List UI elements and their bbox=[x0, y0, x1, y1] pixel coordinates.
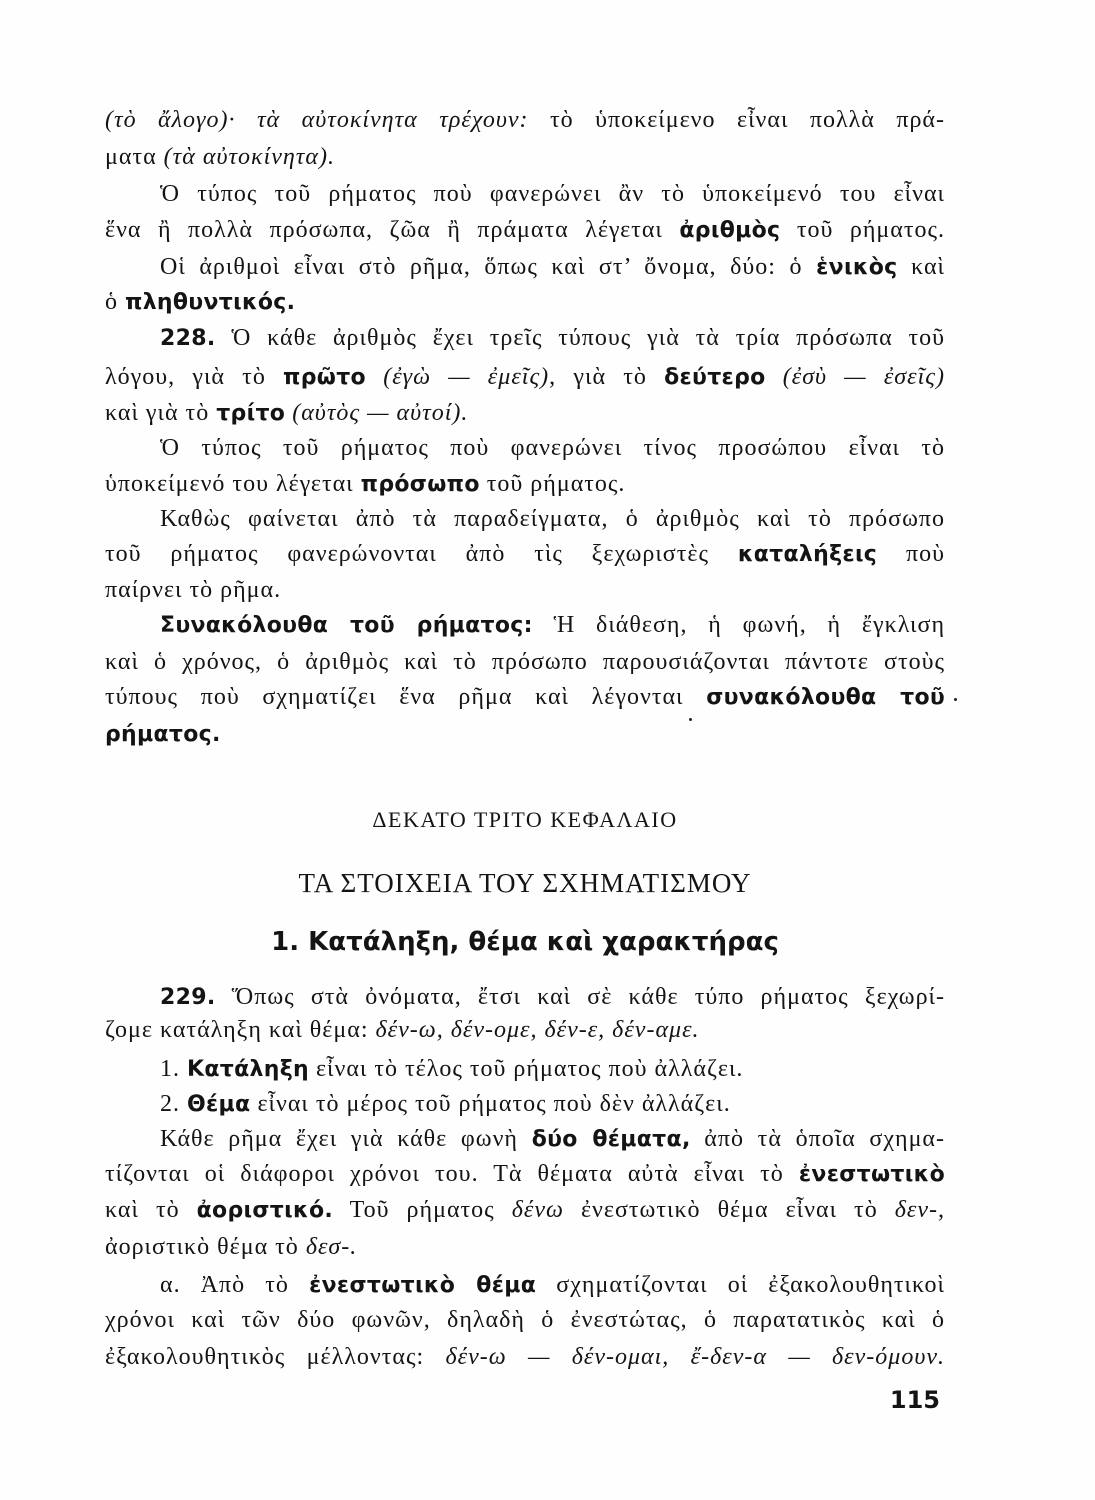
paragraph-number: 229. bbox=[160, 985, 216, 1010]
text-run: τοῦ ρήματος. bbox=[780, 217, 945, 243]
text-run: καὶ γιὰ τὸ bbox=[105, 400, 217, 426]
text-line bbox=[105, 979, 945, 1015]
text-line bbox=[105, 679, 945, 715]
text-run: εἶναι τὸ μέρος τοῦ ρήματος ποὺ δὲν ἀλλάζει. bbox=[250, 1091, 731, 1117]
text-run: Κάθε ρῆμα ἔχει γιὰ κάθε φωνὴ bbox=[160, 1126, 532, 1152]
text-run: ἀπὸ τὰ ὁποῖα σχημα- bbox=[690, 1126, 945, 1152]
text-run: σχηματίζονται οἱ ἐξακολουθητικοὶ bbox=[536, 1272, 946, 1298]
text-line bbox=[105, 320, 945, 356]
text-line bbox=[105, 212, 945, 248]
text-run: παίρνει τὸ ρῆμα. bbox=[105, 577, 282, 603]
bold-term: καταλήξεις bbox=[737, 542, 878, 567]
bold-term: ἐνεστωτικὸ bbox=[798, 1162, 945, 1187]
text-run: τοῦ ρήματος φανερώνονται ἀπὸ τὶς ξεχωριστὲς bbox=[105, 541, 738, 567]
text-line bbox=[105, 1192, 945, 1228]
italic-example: δεν-, bbox=[894, 1197, 945, 1223]
bold-term: Συνακόλουθα τοῦ ρήματος: bbox=[160, 613, 533, 638]
text-run: τύπους ποὺ σχηματίζει ἕνα ρῆμα καὶ λέγονται bbox=[105, 684, 707, 710]
text-run: ποὺ bbox=[877, 541, 945, 567]
bold-term: πρόσωπο bbox=[360, 472, 480, 497]
text-run: 1. bbox=[160, 1056, 187, 1082]
chapter-number-heading: ΔΕΚΑΤΟ ΤΡΙΤΟ ΚΕΦΑΛΑΙΟ bbox=[372, 807, 678, 832]
bold-term: δύο θέματα, bbox=[531, 1127, 691, 1152]
text-line bbox=[105, 249, 945, 285]
text-line bbox=[105, 102, 945, 138]
scan-speck bbox=[689, 718, 692, 721]
text-line bbox=[105, 1086, 945, 1122]
text-line bbox=[105, 176, 945, 212]
text-line bbox=[105, 1229, 945, 1265]
text-run: τοῦ ρήματος. bbox=[479, 471, 626, 497]
text-line bbox=[105, 1339, 945, 1375]
text-line bbox=[105, 501, 945, 537]
text-line bbox=[105, 607, 945, 643]
text-run: ζομε κατάληξη καὶ θέμα: bbox=[105, 1017, 376, 1043]
text-run: καὶ τὸ bbox=[105, 1197, 197, 1223]
text-run: ἀοριστικὸ θέμα τὸ bbox=[105, 1234, 306, 1260]
bold-term: συνακόλουθα τοῦ bbox=[706, 685, 946, 710]
text-run: καὶ ὁ χρόνος, ὁ ἀριθμὸς καὶ τὸ πρόσωπο παρουσιάζονται πάντοτε στοὺς bbox=[105, 649, 945, 675]
paragraph-number: 228. bbox=[160, 326, 216, 351]
text-run: ὑποκείμενό του λέγεται bbox=[105, 471, 361, 497]
text-run: καὶ bbox=[897, 254, 945, 280]
bold-term: πληθυντικός. bbox=[125, 290, 296, 315]
bold-term: ἑνικὸς bbox=[816, 255, 898, 280]
text-line bbox=[105, 284, 945, 320]
italic-example: δέν-ω — δέν-ομαι, ἔ-δεν-α — δεν-όμουν. bbox=[445, 1344, 945, 1370]
text-run: ἐνεστωτικὸ θέμα εἶναι τὸ bbox=[563, 1197, 895, 1223]
bold-term: ἐνεστωτικὸ θέμα bbox=[309, 1273, 537, 1298]
text-line bbox=[105, 466, 945, 502]
text-run: 2. bbox=[160, 1091, 187, 1117]
bold-term: πρῶτο bbox=[283, 365, 366, 390]
text-line bbox=[105, 1267, 945, 1303]
italic-example: (τὰ αὐτοκίνητα). bbox=[163, 144, 335, 170]
text-run: Ἡ διάθεση, ἡ φωνή, ἡ ἔγκλιση bbox=[532, 612, 945, 638]
text-line bbox=[105, 359, 945, 395]
text-line bbox=[105, 430, 945, 466]
text-run: ματα bbox=[105, 144, 164, 170]
text-run: Ὁ τύπος τοῦ ρήματος ποὺ φανερώνει ἂν τὸ ὑποκείμενό του εἶναι bbox=[160, 181, 945, 207]
text-run: Τοῦ ρήματος bbox=[333, 1197, 512, 1223]
text-line bbox=[105, 536, 945, 572]
text-line bbox=[105, 1156, 945, 1192]
page-number: 115 bbox=[889, 1386, 940, 1414]
chapter-title: ΤΑ ΣΤΟΙΧΕΙΑ ΤΟΥ ΣΧΗΜΑΤΙΣΜΟΥ bbox=[298, 868, 752, 898]
italic-example: δένω bbox=[511, 1197, 564, 1223]
bold-term: Κατάληξη bbox=[187, 1057, 309, 1082]
bold-term: Θέμα bbox=[187, 1092, 251, 1117]
text-line bbox=[105, 1302, 945, 1338]
bold-term: ρήματος. bbox=[105, 722, 221, 747]
text-line bbox=[105, 1012, 945, 1048]
text-line bbox=[105, 1051, 945, 1087]
italic-example: (τὸ ἄλογο)· τὰ αὐτοκίνητα τρέχουν: bbox=[105, 107, 529, 133]
italic-example: (αὐτὸς — αὐτοί). bbox=[285, 400, 469, 426]
section-title: 1. Κατάληξη, θέμα καὶ χαρακτήρας bbox=[271, 927, 779, 957]
text-run: εἶναι τὸ τέλος τοῦ ρήματος ποὺ ἀλλάζει. bbox=[308, 1056, 744, 1082]
text-line bbox=[105, 139, 945, 175]
text-run: ἕνα ἢ πολλὰ πρόσωπα, ζῶα ἢ πράματα λέγεται bbox=[105, 217, 680, 243]
text-line bbox=[105, 572, 945, 608]
text-run: Ὁ τύπος τοῦ ρήματος ποὺ φανερώνει τίνος προσώπου εἶναι τὸ bbox=[160, 435, 945, 461]
text-run: α. Ἀπὸ τὸ bbox=[160, 1272, 310, 1298]
italic-example: (ἐγὼ — ἐμεῖς) bbox=[365, 364, 550, 390]
text-run: ἐξακολουθητικὸς μέλλοντας: bbox=[105, 1344, 446, 1370]
text-line bbox=[105, 1121, 945, 1157]
bold-term: τρίτο bbox=[216, 401, 286, 426]
scan-speck bbox=[954, 698, 957, 701]
text-run: χρόνοι καὶ τῶν δύο φωνῶν, δηλαδὴ ὁ ἐνεστώτας, ὁ παρατατικὸς καὶ ὁ bbox=[105, 1307, 945, 1333]
bold-term: ἀριθμὸς bbox=[679, 218, 781, 243]
text-line bbox=[105, 395, 945, 431]
text-line bbox=[105, 644, 945, 680]
italic-example: (ἐσὺ — ἐσεῖς) bbox=[765, 364, 945, 390]
italic-example: δέν-ω, δέν-ομε, δέν-ε, δέν-αμε. bbox=[375, 1017, 700, 1043]
text-run: τίζονται οἱ διάφοροι χρόνοι του. Τὰ θέματα αὐτὰ εἶναι τὸ bbox=[105, 1161, 799, 1187]
text-run: Οἱ ἀριθμοὶ εἶναι στὸ ρῆμα, ὅπως καὶ στ’ ὄνομα, δύο: ὁ bbox=[160, 254, 817, 280]
bold-term: ἀοριστικό. bbox=[196, 1198, 334, 1223]
bold-term: δεύτερο bbox=[664, 365, 766, 390]
text-line bbox=[105, 716, 945, 752]
text-run: λόγου, γιὰ τὸ bbox=[105, 364, 284, 390]
text-run: Καθὼς φαίνεται ἀπὸ τὰ παραδείγματα, ὁ ἀριθμὸς καὶ τὸ πρόσωπο bbox=[160, 506, 945, 532]
italic-example: δεσ-. bbox=[305, 1234, 358, 1260]
text-run: Ὅπως στὰ ὀνόματα, ἔτσι καὶ σὲ κάθε τύπο ρήματος ξεχωρί- bbox=[215, 984, 945, 1010]
text-run: ὁ bbox=[105, 289, 125, 315]
text-run: τὸ ὑποκείμενο εἶναι πολλὰ πρά- bbox=[528, 107, 945, 133]
text-run: Ὁ κάθε ἀριθμὸς ἔχει τρεῖς τύπους γιὰ τὰ τρία πρόσωπα τοῦ bbox=[215, 325, 945, 351]
text-run: , γιὰ τὸ bbox=[549, 364, 665, 390]
